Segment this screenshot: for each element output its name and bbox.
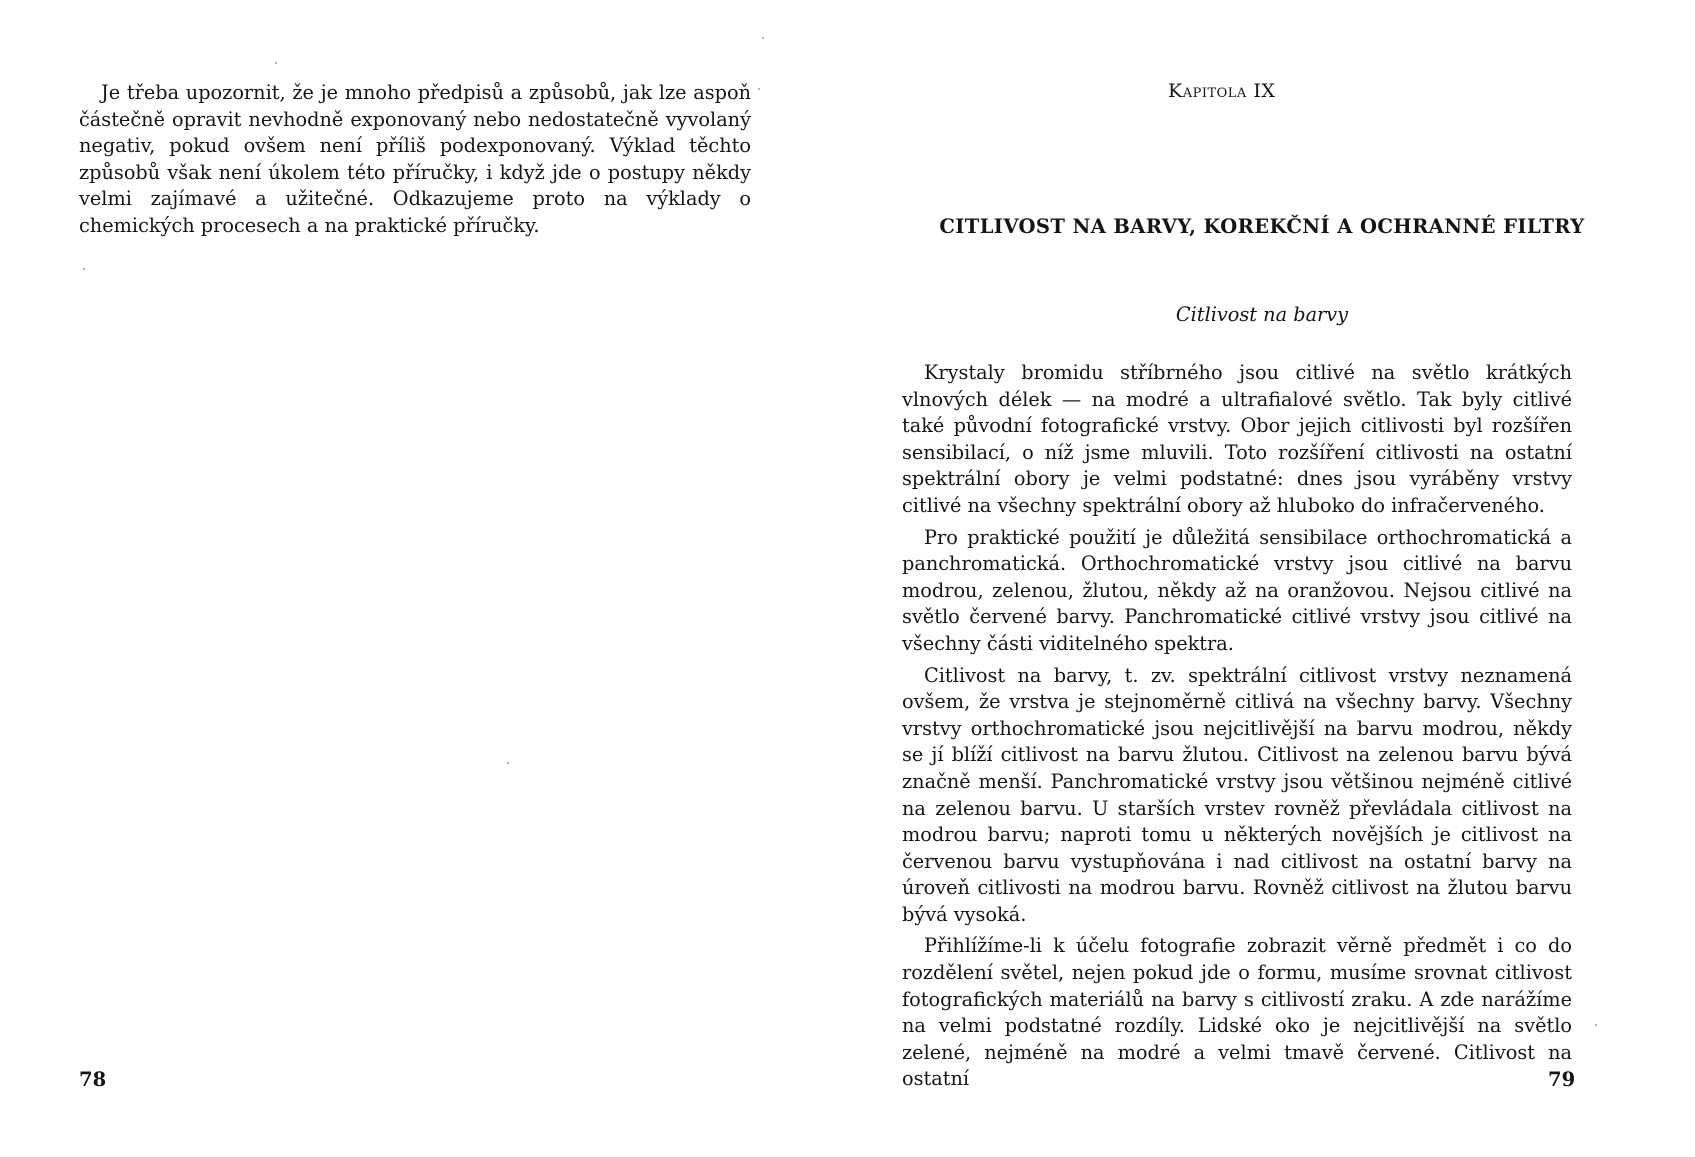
left-page xyxy=(0,0,808,1157)
paragraph-1: Krystaly bromidu stříbrného jsou citlivé na světlo krátkých vlnových délek — na modré a ultrafialové světlo. Tak byly citlivé také původní fotografické vrstvy. Obor jejich citlivosti byl rozšířen sensibilací, o níž jsme mluvili. Toto rozšíření citlivosti na ostatní spektrální obory je velmi podstatné: dnes jsou vyráběny vrstvy citlivé na všechny spektrální obory až hluboko do infračerveného. xyxy=(902,361,1572,517)
right-page-body xyxy=(902,360,1572,1098)
section-heading: Citlivost na barvy xyxy=(1175,303,1349,326)
right-page-number: 79 xyxy=(1548,1068,1576,1091)
left-page-body xyxy=(79,80,751,240)
left-paragraph: Je třeba upozornit, že je mnoho předpisů a způsobů, jak lze aspoň částečně opravit nevhodně exponovaný nebo nedostatečně vyvolaný negativ, pokud ovšem není příliš podexponovaný. Výklad těchto způsobů však není úkolem této příručky, i když jde o postupy někdy velmi zajímavé a užitečné. Odkazujeme proto na výklady o chemických procesech a na praktické příručky. xyxy=(79,81,751,237)
chapter-label: Kapitola IX xyxy=(1168,80,1276,102)
chapter-title: CITLIVOST NA BARVY, KOREKČNÍ A OCHRANNÉ FILTRY xyxy=(939,215,1585,238)
paragraph-4: Přihlížíme-li k účelu fotografie zobrazit věrně předmět i co do rozdělení světel, nejen pokud jde o formu, musíme srovnat citlivost fotografických materiálů na barvy s citlivostí zraku. A zde narážíme na velmi podstatné rozdíly. Lidské oko je nejcitlivější na světlo zelené, nejméně na modré a velmi tmavě červené. Citlivost na ostatní xyxy=(902,934,1572,1091)
left-page-number: 78 xyxy=(79,1068,107,1091)
paragraph-3: Citlivost na barvy, t. zv. spektrální citlivost vrstvy neznamená ovšem, že vrstva je stejnoměrně citlivá na všechny barvy. Všechny vrstvy orthochromatické jsou nejcitlivější na barvu modrou, někdy se jí blíží citlivost na barvu žlutou. Citlivost na zelenou barvu bývá značně menší. Panchromatické vrstvy jsou většinou nejméně citlivé na zelenou barvu. U starších vrstev rovněž převládala citlivost na modrou barvu; naproti tomu u některých novějších je citlivost na červenou barvu vystupňována i nad citlivost na ostatní barvy na úroveň citlivosti na modrou barvu. Rovněž citlivost na žlutou barvu bývá vysoká. xyxy=(902,663,1572,926)
paragraph-2: Pro praktické použití je důležitá sensibilace orthochromatická a panchromatická. Orthochromatické vrstvy jsou citlivé na barvu modrou, zelenou, žlutou, někdy až na oranžovou. Nejsou citlivé na světlo červené barvy. Panchromatické citlivé vrstvy jsou citlivé na všechny části viditelného spektra. xyxy=(902,525,1572,655)
